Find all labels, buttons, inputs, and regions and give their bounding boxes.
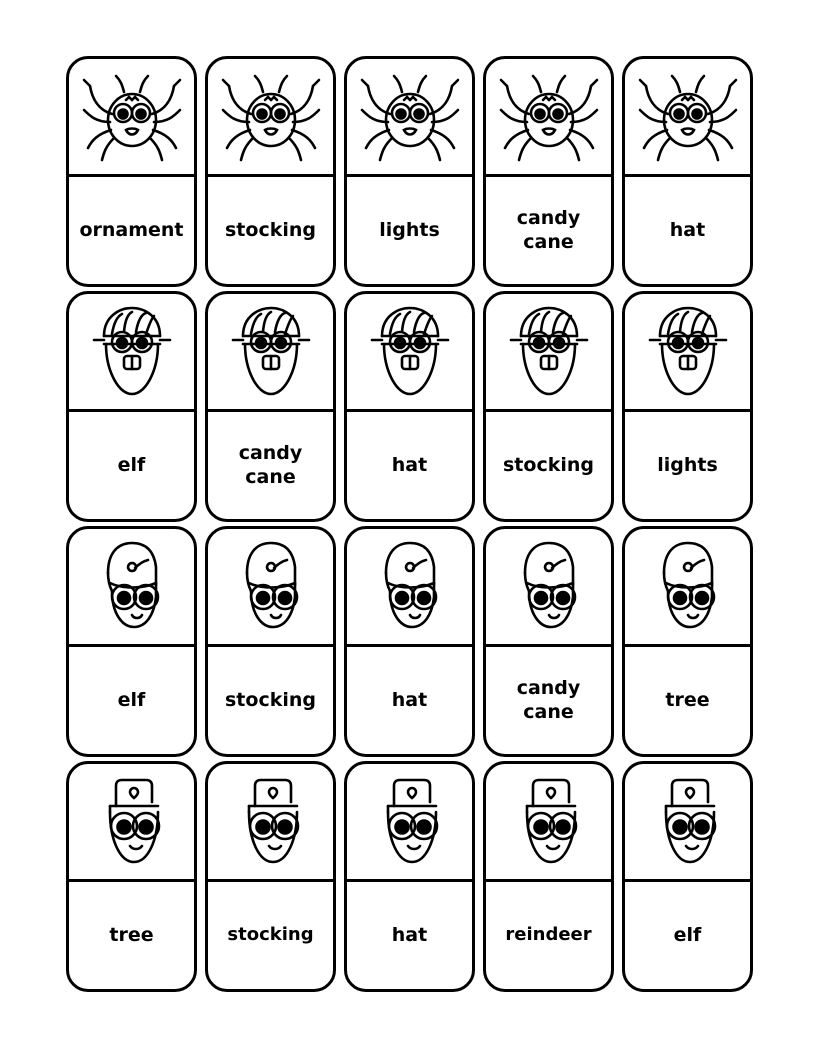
card-picture [486, 529, 611, 647]
nurse-face-icon [362, 772, 458, 872]
witch-hat-face-icon [360, 537, 460, 637]
frankenstein-face-icon [497, 302, 601, 402]
frankenstein-face-icon [358, 302, 462, 402]
picture-word-card[interactable] [66, 761, 197, 992]
card-picture [69, 294, 194, 412]
picture-word-card[interactable] [205, 761, 336, 992]
card-row [66, 291, 754, 522]
card-picture [208, 764, 333, 882]
card-word: lights [657, 453, 718, 476]
card-picture [347, 529, 472, 647]
card-picture [347, 294, 472, 412]
card-word: candy cane [238, 441, 303, 488]
nurse-face-icon [640, 772, 736, 872]
card-picture [486, 59, 611, 177]
picture-word-card[interactable] [622, 761, 753, 992]
card-word: elf [117, 688, 146, 711]
card-row [66, 761, 754, 992]
witch-hat-face-icon [221, 537, 321, 637]
spider-face-icon [78, 68, 186, 166]
picture-word-card[interactable] [205, 291, 336, 522]
card-word: reindeer [505, 924, 592, 946]
nurse-face-icon [501, 772, 597, 872]
witch-hat-face-icon [82, 537, 182, 637]
picture-word-card[interactable] [622, 56, 753, 287]
card-picture [625, 294, 750, 412]
spider-face-icon [356, 68, 464, 166]
picture-word-card[interactable] [205, 56, 336, 287]
spider-face-icon [634, 68, 742, 166]
card-picture [625, 764, 750, 882]
spider-face-icon [217, 68, 325, 166]
card-picture [486, 294, 611, 412]
spider-face-icon [495, 68, 603, 166]
picture-word-card[interactable] [66, 526, 197, 757]
card-picture [625, 529, 750, 647]
card-word: tree [109, 923, 154, 946]
card-picture [69, 59, 194, 177]
picture-word-card[interactable] [205, 526, 336, 757]
frankenstein-face-icon [80, 302, 184, 402]
card-word: stocking [503, 453, 594, 476]
card-picture [347, 764, 472, 882]
picture-word-card[interactable] [344, 526, 475, 757]
card-word: hat [391, 453, 428, 476]
frankenstein-face-icon [219, 302, 323, 402]
card-picture [208, 529, 333, 647]
card-picture [486, 764, 611, 882]
card-word: candy cane [516, 206, 581, 253]
card-picture [69, 764, 194, 882]
nurse-face-icon [223, 772, 319, 872]
picture-word-card[interactable] [66, 56, 197, 287]
card-sheet [66, 56, 754, 1000]
card-word: hat [391, 688, 428, 711]
picture-word-card[interactable] [344, 761, 475, 992]
card-word: stocking [225, 218, 316, 241]
picture-word-card[interactable] [483, 526, 614, 757]
card-word: stocking [227, 924, 314, 946]
witch-hat-face-icon [638, 537, 738, 637]
card-row [66, 526, 754, 757]
card-word: tree [665, 688, 710, 711]
card-picture [69, 529, 194, 647]
card-word: ornament [79, 218, 184, 241]
card-word: hat [391, 923, 428, 946]
witch-hat-face-icon [499, 537, 599, 637]
picture-word-card[interactable] [344, 56, 475, 287]
picture-word-card[interactable] [66, 291, 197, 522]
picture-word-card[interactable] [622, 526, 753, 757]
picture-word-card[interactable] [483, 56, 614, 287]
card-picture [208, 59, 333, 177]
card-picture [347, 59, 472, 177]
frankenstein-face-icon [636, 302, 740, 402]
card-picture [625, 59, 750, 177]
picture-word-card[interactable] [344, 291, 475, 522]
card-word: stocking [225, 688, 316, 711]
picture-word-card[interactable] [483, 761, 614, 992]
picture-word-card[interactable] [622, 291, 753, 522]
nurse-face-icon [84, 772, 180, 872]
card-word: elf [673, 923, 702, 946]
card-word: candy cane [516, 676, 581, 723]
card-word: lights [379, 218, 440, 241]
card-word: hat [669, 218, 706, 241]
card-row [66, 56, 754, 287]
card-word: elf [117, 453, 146, 476]
picture-word-card[interactable] [483, 291, 614, 522]
card-picture [208, 294, 333, 412]
